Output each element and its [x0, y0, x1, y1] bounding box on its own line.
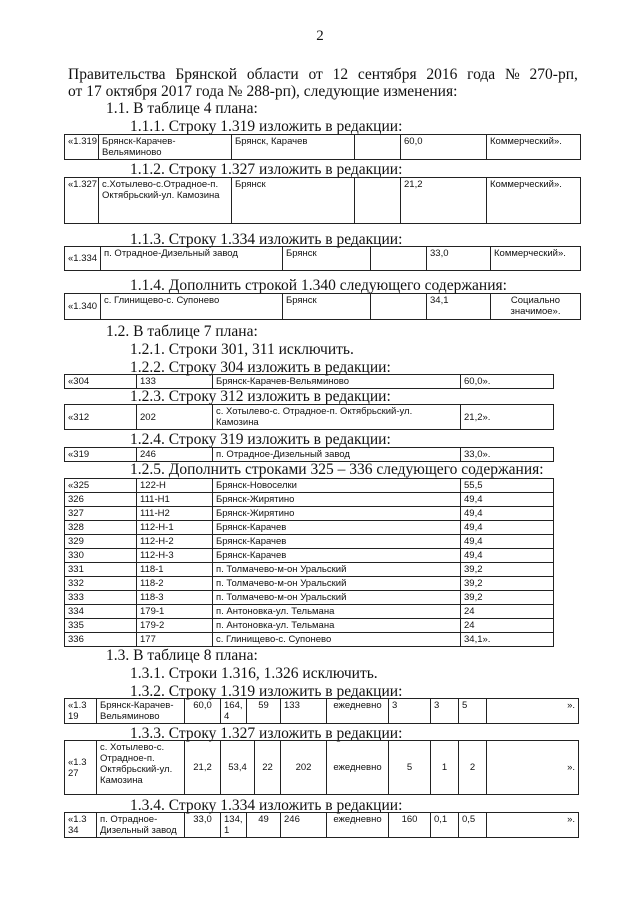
table-cell: «1.319: [65, 135, 99, 160]
intro-word: года: [467, 66, 496, 83]
table-cell: п. Толмачево-м-он Уральский: [213, 563, 461, 577]
table-cell: Брянск-Новоселки: [213, 479, 461, 493]
table-cell: 39,2: [461, 591, 554, 605]
table-row: [65, 178, 581, 224]
table7-add-rows: [64, 478, 554, 647]
table-row: [65, 507, 554, 521]
heading-1-3-2: 1.3.2. Строку 1.319 изложить в редакции:: [130, 683, 403, 700]
table7-row-304: [64, 374, 554, 389]
table-cell: 112-Н-2: [137, 535, 213, 549]
intro-word: 270-рп,: [529, 66, 578, 83]
heading-1-3-4: 1.3.4. Строку 1.334 изложить в редакции:: [130, 797, 403, 814]
table-cell: 22: [255, 741, 281, 795]
table-cell: ежедневно: [327, 699, 389, 724]
table-cell: Брянск: [283, 247, 371, 271]
table-cell: 332: [65, 577, 137, 591]
table-row: [65, 619, 554, 633]
heading-1-3: 1.3. В таблице 8 плана:: [106, 647, 258, 664]
table-cell: 59: [247, 699, 281, 724]
table-row: [65, 813, 579, 838]
table-cell: 177: [137, 633, 213, 647]
intro-word: №: [504, 66, 520, 83]
table-cell: [371, 294, 427, 320]
intro-word: Правительства: [68, 66, 166, 83]
table-row: [65, 448, 554, 462]
table-row: [65, 247, 581, 271]
table-cell: 329: [65, 535, 137, 549]
table-cell: 179-2: [137, 619, 213, 633]
table-cell: 49,4: [461, 535, 554, 549]
table4-row-1340: [64, 293, 581, 320]
table-cell: 3: [431, 699, 459, 724]
table-cell: «1.340: [65, 294, 101, 320]
table-cell: 246: [281, 813, 327, 838]
table-cell: 60,0: [185, 699, 221, 724]
table-cell: 202: [137, 405, 213, 430]
table-cell: «1.334: [65, 247, 101, 271]
intro-paragraph: [68, 66, 578, 100]
heading-1-2: 1.2. В таблице 7 плана:: [106, 323, 258, 340]
heading-1-1-2: 1.1.2. Строку 1.327 изложить в редакции:: [130, 161, 403, 178]
table-cell: Социально значимое».: [491, 294, 581, 320]
table-row: [65, 405, 554, 430]
table-cell: п. Отрадное-Дизельный завод: [97, 813, 185, 838]
intro-line-2: от 17 октября 2017 года № 288-рп), следующие изменения:: [68, 83, 458, 100]
table-cell: Брянск-Жирятино: [213, 507, 461, 521]
table8-row-1327: [64, 740, 579, 795]
table8-row-1319: [64, 698, 579, 724]
intro-word: 12: [332, 66, 349, 83]
table-cell: «319: [65, 448, 137, 462]
intro-word: от: [308, 66, 323, 83]
table-row: [65, 294, 581, 320]
table-cell: 34,1».: [461, 633, 554, 647]
table-cell: 122-Н: [137, 479, 213, 493]
table-cell: Брянск-Карачев: [213, 535, 461, 549]
table-cell: 133: [281, 699, 327, 724]
heading-1-1-1: 1.1.1. Строку 1.319 изложить в редакции:: [130, 118, 403, 135]
table-cell: 134, 1: [221, 813, 247, 838]
heading-1-1-4: 1.1.4. Дополнить строкой 1.340 следующего содержания:: [130, 277, 507, 294]
table-cell: Коммерческий».: [487, 135, 581, 160]
table-cell: Брянск-Карачев: [213, 549, 461, 563]
table-cell: 39,2: [461, 577, 554, 591]
table-cell: 21,2: [185, 741, 221, 795]
table-cell: ежедневно: [327, 741, 389, 795]
table-cell: [355, 135, 401, 160]
table-cell: 164, 4: [221, 699, 247, 724]
table-cell: Брянск-Карачев-Вельяминово: [97, 699, 185, 724]
intro-word: сентября: [357, 66, 417, 83]
table-row: [65, 699, 579, 724]
intro-word: области: [246, 66, 299, 83]
table-cell: [355, 178, 401, 224]
table-cell: 49,4: [461, 493, 554, 507]
table-cell: ».: [487, 741, 579, 795]
table-cell: 118-1: [137, 563, 213, 577]
table-cell: 333: [65, 591, 137, 605]
table-cell: 3: [389, 699, 431, 724]
table-row: [65, 535, 554, 549]
table-cell: 328: [65, 521, 137, 535]
table-cell: 118-2: [137, 577, 213, 591]
table-cell: ».: [487, 813, 579, 838]
table-cell: 2: [459, 741, 487, 795]
table-row: [65, 563, 554, 577]
table-cell: [371, 247, 427, 271]
table-cell: 335: [65, 619, 137, 633]
table-cell: 1: [431, 741, 459, 795]
table-cell: с. Глинищево-с. Супонево: [213, 633, 461, 647]
table-cell: 33,0: [185, 813, 221, 838]
table-cell: 39,2: [461, 563, 554, 577]
table-cell: 24: [461, 605, 554, 619]
table4-row-1327: [64, 177, 581, 224]
table-cell: 5: [459, 699, 487, 724]
heading-1-1: 1.1. В таблице 4 плана:: [106, 100, 258, 117]
table-cell: п. Антоновка-ул. Тельмана: [213, 605, 461, 619]
table-cell: ».: [487, 699, 579, 724]
table4-row-1319: [64, 134, 581, 160]
table-cell: с. Глинищево-с. Супонево: [101, 294, 283, 320]
table-cell: 111-Н1: [137, 493, 213, 507]
table-cell: Брянск, Карачев: [232, 135, 355, 160]
table-row: [65, 549, 554, 563]
intro-word: Брянской: [175, 66, 238, 83]
table-cell: 326: [65, 493, 137, 507]
table-cell: «312: [65, 405, 137, 430]
table-cell: 330: [65, 549, 137, 563]
table4-row-1334: [64, 246, 581, 271]
table-cell: 49: [247, 813, 281, 838]
table-cell: 33,0».: [461, 448, 554, 462]
table-cell: 49,4: [461, 507, 554, 521]
table-cell: с. Хотылево-с. Отрадное-п. Октябрьский-ул. Камозина: [97, 741, 185, 795]
heading-1-2-2: 1.2.2. Строку 304 изложить в редакции:: [130, 359, 391, 376]
table-cell: 327: [65, 507, 137, 521]
table-cell: 111-Н2: [137, 507, 213, 521]
table-cell: 49,4: [461, 549, 554, 563]
table-cell: 24: [461, 619, 554, 633]
table-cell: 0,1: [431, 813, 459, 838]
table-cell: Брянск-Карачев: [213, 521, 461, 535]
table-cell: «325: [65, 479, 137, 493]
table-cell: 118-3: [137, 591, 213, 605]
table-cell: 246: [137, 448, 213, 462]
table-cell: 112-Н-1: [137, 521, 213, 535]
table-cell: Брянск-Карачев-Вельяминово: [213, 375, 461, 389]
table-cell: с. Хотылево-с. Отрадное-п. Октябрьский-ул. Камозина: [213, 405, 461, 430]
table-cell: 331: [65, 563, 137, 577]
table-cell: 0,5: [459, 813, 487, 838]
heading-1-1-3: 1.1.3. Строку 1.334 изложить в редакции:: [130, 231, 403, 248]
table-cell: 133: [137, 375, 213, 389]
table-cell: п. Отрадное-Дизельный завод: [101, 247, 283, 271]
heading-1-2-3: 1.2.3. Строку 312 изложить в редакции:: [130, 388, 391, 405]
table-cell: ежедневно: [327, 813, 389, 838]
intro-line-1: [68, 66, 578, 83]
table-cell: с.Хотылево-с.Отрадное-п. Октябрьский-ул. Камозина: [99, 178, 232, 224]
heading-1-2-4: 1.2.4. Строку 319 изложить в редакции:: [130, 431, 391, 448]
table-row: [65, 521, 554, 535]
heading-1-3-3: 1.3.3. Строку 1.327 изложить в редакции:: [130, 725, 403, 742]
heading-1-3-1: 1.3.1. Строки 1.316, 1.326 исключить.: [130, 665, 378, 682]
table-cell: 21,2: [401, 178, 487, 224]
table7-row-319: [64, 447, 554, 462]
table-cell: «1.3 27: [65, 741, 97, 795]
table-row: [65, 375, 554, 389]
table-cell: «1.327: [65, 178, 99, 224]
table-row: [65, 605, 554, 619]
table-cell: 60,0».: [461, 375, 554, 389]
table-cell: «304: [65, 375, 137, 389]
table-cell: 49,4: [461, 521, 554, 535]
table7-row-312: [64, 404, 554, 430]
table-row: [65, 493, 554, 507]
table-cell: 160: [389, 813, 431, 838]
table-cell: Коммерческий».: [487, 178, 581, 224]
table-cell: 5: [389, 741, 431, 795]
table-cell: Брянск-Жирятино: [213, 493, 461, 507]
table-cell: 112-Н-3: [137, 549, 213, 563]
heading-1-2-1: 1.2.1. Строки 301, 311 исключить.: [130, 341, 354, 358]
table-cell: 55,5: [461, 479, 554, 493]
table-row: [65, 135, 581, 160]
table-cell: Брянск: [232, 178, 355, 224]
table-cell: 21,2».: [461, 405, 554, 430]
table8-row-1334: [64, 812, 579, 838]
intro-word: 2016: [426, 66, 458, 83]
table-row: [65, 577, 554, 591]
table-cell: «1.3 34: [65, 813, 97, 838]
page-number: 2: [316, 28, 324, 44]
table-cell: п. Отрадное-Дизельный завод: [213, 448, 461, 462]
table-cell: 334: [65, 605, 137, 619]
table-cell: п. Антоновка-ул. Тельмана: [213, 619, 461, 633]
table-cell: Коммерческий».: [491, 247, 581, 271]
table-cell: 34,1: [427, 294, 491, 320]
heading-1-2-5: 1.2.5. Дополнить строками 325 – 336 следующего содержания:: [130, 461, 544, 478]
table-cell: 179-1: [137, 605, 213, 619]
table-cell: 53,4: [221, 741, 255, 795]
table-row: [65, 479, 554, 493]
table-cell: п. Толмачево-м-он Уральский: [213, 591, 461, 605]
table-row: [65, 633, 554, 647]
table-cell: 60,0: [401, 135, 487, 160]
table-cell: 202: [281, 741, 327, 795]
table-row: [65, 591, 554, 605]
table-cell: 33,0: [427, 247, 491, 271]
table-cell: Брянск: [283, 294, 371, 320]
table-cell: 336: [65, 633, 137, 647]
table-cell: Брянск-Карачев-Вельяминово: [99, 135, 232, 160]
table-row: [65, 741, 579, 795]
table-cell: п. Толмачево-м-он Уральский: [213, 577, 461, 591]
table-cell: «1.3 19: [65, 699, 97, 724]
